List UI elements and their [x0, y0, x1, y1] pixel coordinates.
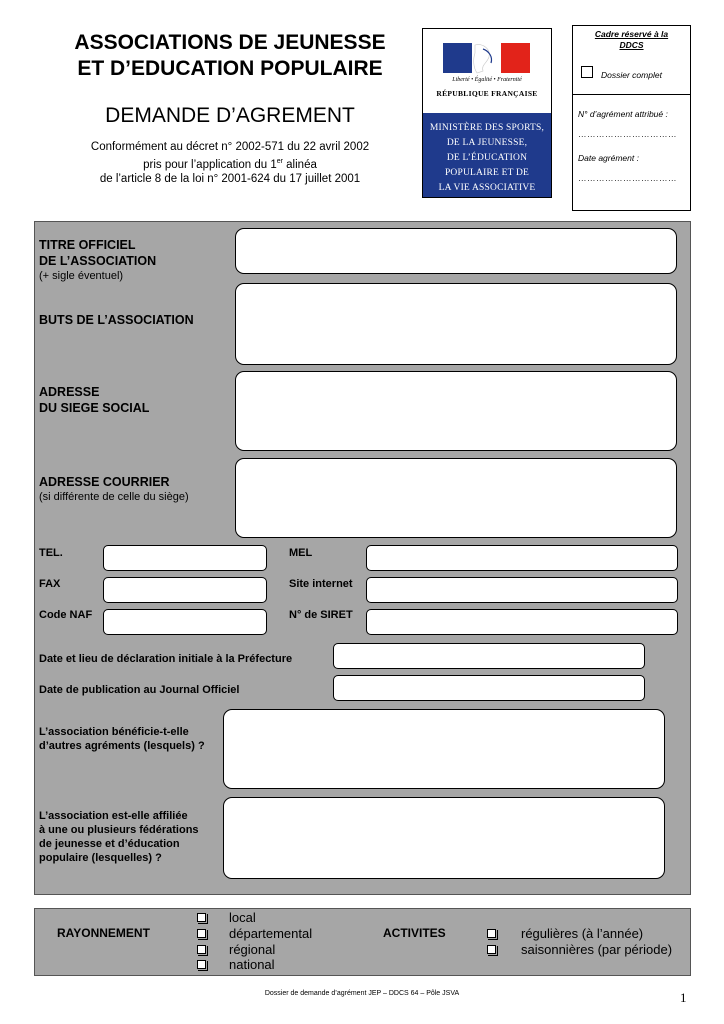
declaration-label: Date et lieu de déclaration initiale à la Préfecture [39, 653, 293, 665]
marianne-flag-logo [423, 29, 551, 111]
fax-label: FAX [39, 578, 61, 590]
buts-label: BUTS DE L’ASSOCIATION [39, 313, 194, 327]
agrements-line-2: d’autres agréments (lesquels) ? [39, 740, 205, 752]
titre-note: (+ sigle éventuel) [39, 270, 124, 282]
ministry-line-1: MINISTÈRE DES SPORTS, [429, 123, 545, 133]
siret-field[interactable] [366, 609, 678, 635]
ministry-line-3: DE L’ÉDUCATION [446, 153, 528, 163]
document-subtitle: DEMANDE D’AGREMENT [105, 104, 355, 127]
rayonnement-label: RAYONNEMENT [57, 926, 150, 940]
ministry-logo [422, 28, 552, 198]
dossier-complet-checkbox[interactable] [581, 66, 593, 78]
mel-field[interactable] [366, 545, 678, 571]
siret-label: N° de SIRET [289, 609, 353, 621]
adresse-siege-label [39, 384, 149, 416]
agrement-date-field[interactable]: …………………………… [578, 173, 677, 183]
logo-republique: RÉPUBLIQUE FRANÇAISE [436, 89, 538, 98]
saisonnieres-checkbox[interactable] [487, 945, 496, 954]
affiliation-field[interactable] [223, 797, 665, 879]
regulieres-checkbox[interactable] [487, 929, 496, 938]
ministry-line-5: LA VIE ASSOCIATIVE [438, 183, 536, 193]
tel-label: TEL. [39, 547, 63, 559]
logo-motto: Liberté • Égalité • Fraternité [452, 77, 522, 83]
fax-field[interactable] [103, 577, 267, 603]
agrement-number-field[interactable]: …………………………… [578, 129, 677, 139]
page-footer: Dossier de demande d’agrément JEP – DDCS 64 – Pôle JSVA [264, 990, 460, 997]
titre-field[interactable] [235, 228, 677, 274]
naf-label: Code NAF [39, 609, 93, 621]
titre-label-line-1: TITRE OFFICIEL [39, 238, 136, 252]
local-option: local [229, 910, 256, 925]
title-line-2: ET D’EDUCATION POPULAIRE [77, 57, 383, 80]
adresse-courrier-label: ADRESSE COURRIER [39, 475, 170, 489]
association-form-panel [34, 221, 691, 895]
decree-line-2 [40, 155, 420, 173]
reserved-title-line-2: DDCS [619, 40, 644, 50]
naf-field[interactable] [103, 609, 267, 635]
adresse-courrier-field[interactable] [235, 458, 677, 538]
decree-superscript: er [276, 157, 283, 165]
ministry-line-2: DE LA JEUNESSE, [446, 138, 528, 148]
departemental-checkbox[interactable] [197, 929, 206, 938]
affiliation-line-2: à une ou plusieurs fédérations [39, 824, 199, 836]
publication-field[interactable] [333, 675, 645, 701]
regional-option: régional [229, 942, 276, 957]
local-checkbox[interactable] [197, 913, 206, 922]
affiliation-line-1: L’association est-elle affiliée [39, 810, 188, 822]
document-title [40, 30, 420, 82]
decree-line-2-start: pris pour l’application du 1 [143, 158, 277, 171]
tel-field[interactable] [103, 545, 267, 571]
site-field[interactable] [366, 577, 678, 603]
activites-label: ACTIVITES [383, 926, 446, 940]
agrement-number-label: N° d’agrément attribué : [578, 109, 668, 119]
decree-reference [40, 140, 420, 187]
ministry-line-4: POPULAIRE ET DE [444, 168, 530, 178]
publication-label: Date de publication au Journal Officiel [39, 684, 240, 696]
reserved-title-line-1: Cadre réservé à la [594, 29, 669, 39]
buts-field[interactable] [235, 283, 677, 365]
departemental-option: départemental [229, 926, 313, 941]
affiliation-line-4: populaire (lesquelles) ? [39, 852, 162, 864]
decree-line-3: de l’article 8 de la loi n° 2001-624 du 17 juillet 2001 [99, 173, 361, 185]
adresse-courrier-note: (si différente de celle du siège) [39, 491, 189, 503]
agrements-field[interactable] [223, 709, 665, 789]
dossier-complet-label: Dossier complet [601, 70, 662, 80]
agrements-label [39, 725, 205, 753]
site-label: Site internet [289, 578, 353, 590]
regulieres-option: régulières (à l’année) [521, 926, 644, 941]
national-option: national [229, 957, 275, 972]
agrement-date-label: Date agrément : [578, 153, 639, 163]
titre-label-line-2: DE L’ASSOCIATION [39, 254, 157, 268]
ddcs-reserved-box [572, 25, 691, 211]
adresse-siege-line-2: DU SIEGE SOCIAL [39, 401, 150, 415]
adresse-siege-line-1: ADRESSE [39, 385, 100, 399]
saisonnieres-option: saisonnières (par période) [521, 942, 673, 957]
affiliation-line-3: de jeunesse et d’éducation [39, 838, 180, 850]
national-checkbox[interactable] [197, 960, 206, 969]
ministry-name [423, 113, 551, 197]
decree-line-1: Conformément au décret n° 2002-571 du 22 avril 2002 [90, 141, 370, 153]
titre-label [39, 237, 156, 269]
decree-line-2-end: alinéa [282, 158, 317, 171]
declaration-field[interactable] [333, 643, 645, 669]
affiliation-label [39, 809, 199, 865]
regional-checkbox[interactable] [197, 945, 206, 954]
reserved-title [573, 29, 690, 51]
reserved-divider [573, 94, 690, 95]
title-line-1: ASSOCIATIONS DE JEUNESSE [74, 31, 386, 54]
mel-label: MEL [289, 547, 313, 559]
page-number: 1 [680, 990, 687, 1005]
adresse-siege-field[interactable] [235, 371, 677, 451]
rayonnement-activites-panel [34, 908, 691, 976]
agrements-line-1: L’association bénéficie-t-elle [39, 726, 189, 738]
